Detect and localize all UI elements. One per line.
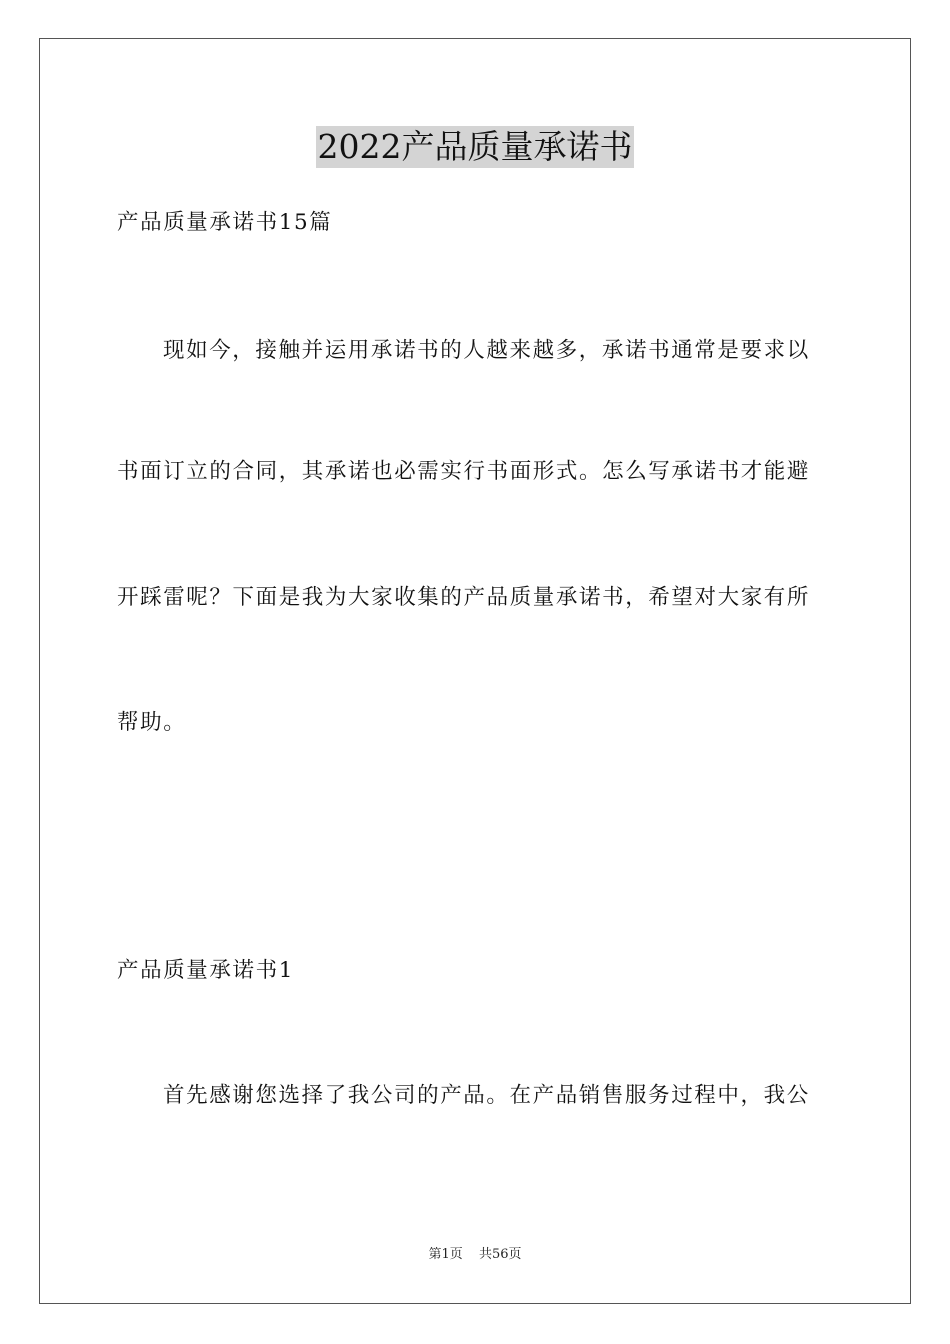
page-number-total: 共56页 <box>478 1247 522 1262</box>
document-title: 2022产品质量承诺书 <box>317 127 633 166</box>
intro-line-1: 现如今，接触并运用承诺书的人越来越多，承诺书通常是要求以 <box>163 338 810 363</box>
section-line-1: 首先感谢您选择了我公司的产品。在产品销售服务过程中，我公 <box>163 1083 810 1108</box>
title-container <box>0 126 950 168</box>
document-subtitle: 产品质量承诺书15篇 <box>117 210 333 235</box>
intro-line-3: 开踩雷呢？下面是我为大家收集的产品质量承诺书，希望对大家有所 <box>117 585 811 610</box>
page-number-current: 第1页 <box>428 1247 463 1262</box>
section-heading: 产品质量承诺书1 <box>117 958 294 983</box>
intro-line-2: 书面订立的合同，其承诺也必需实行书面形式。怎么写承诺书才能避 <box>117 459 811 484</box>
page-footer <box>0 1246 950 1264</box>
intro-line-4: 帮助。 <box>117 710 187 735</box>
